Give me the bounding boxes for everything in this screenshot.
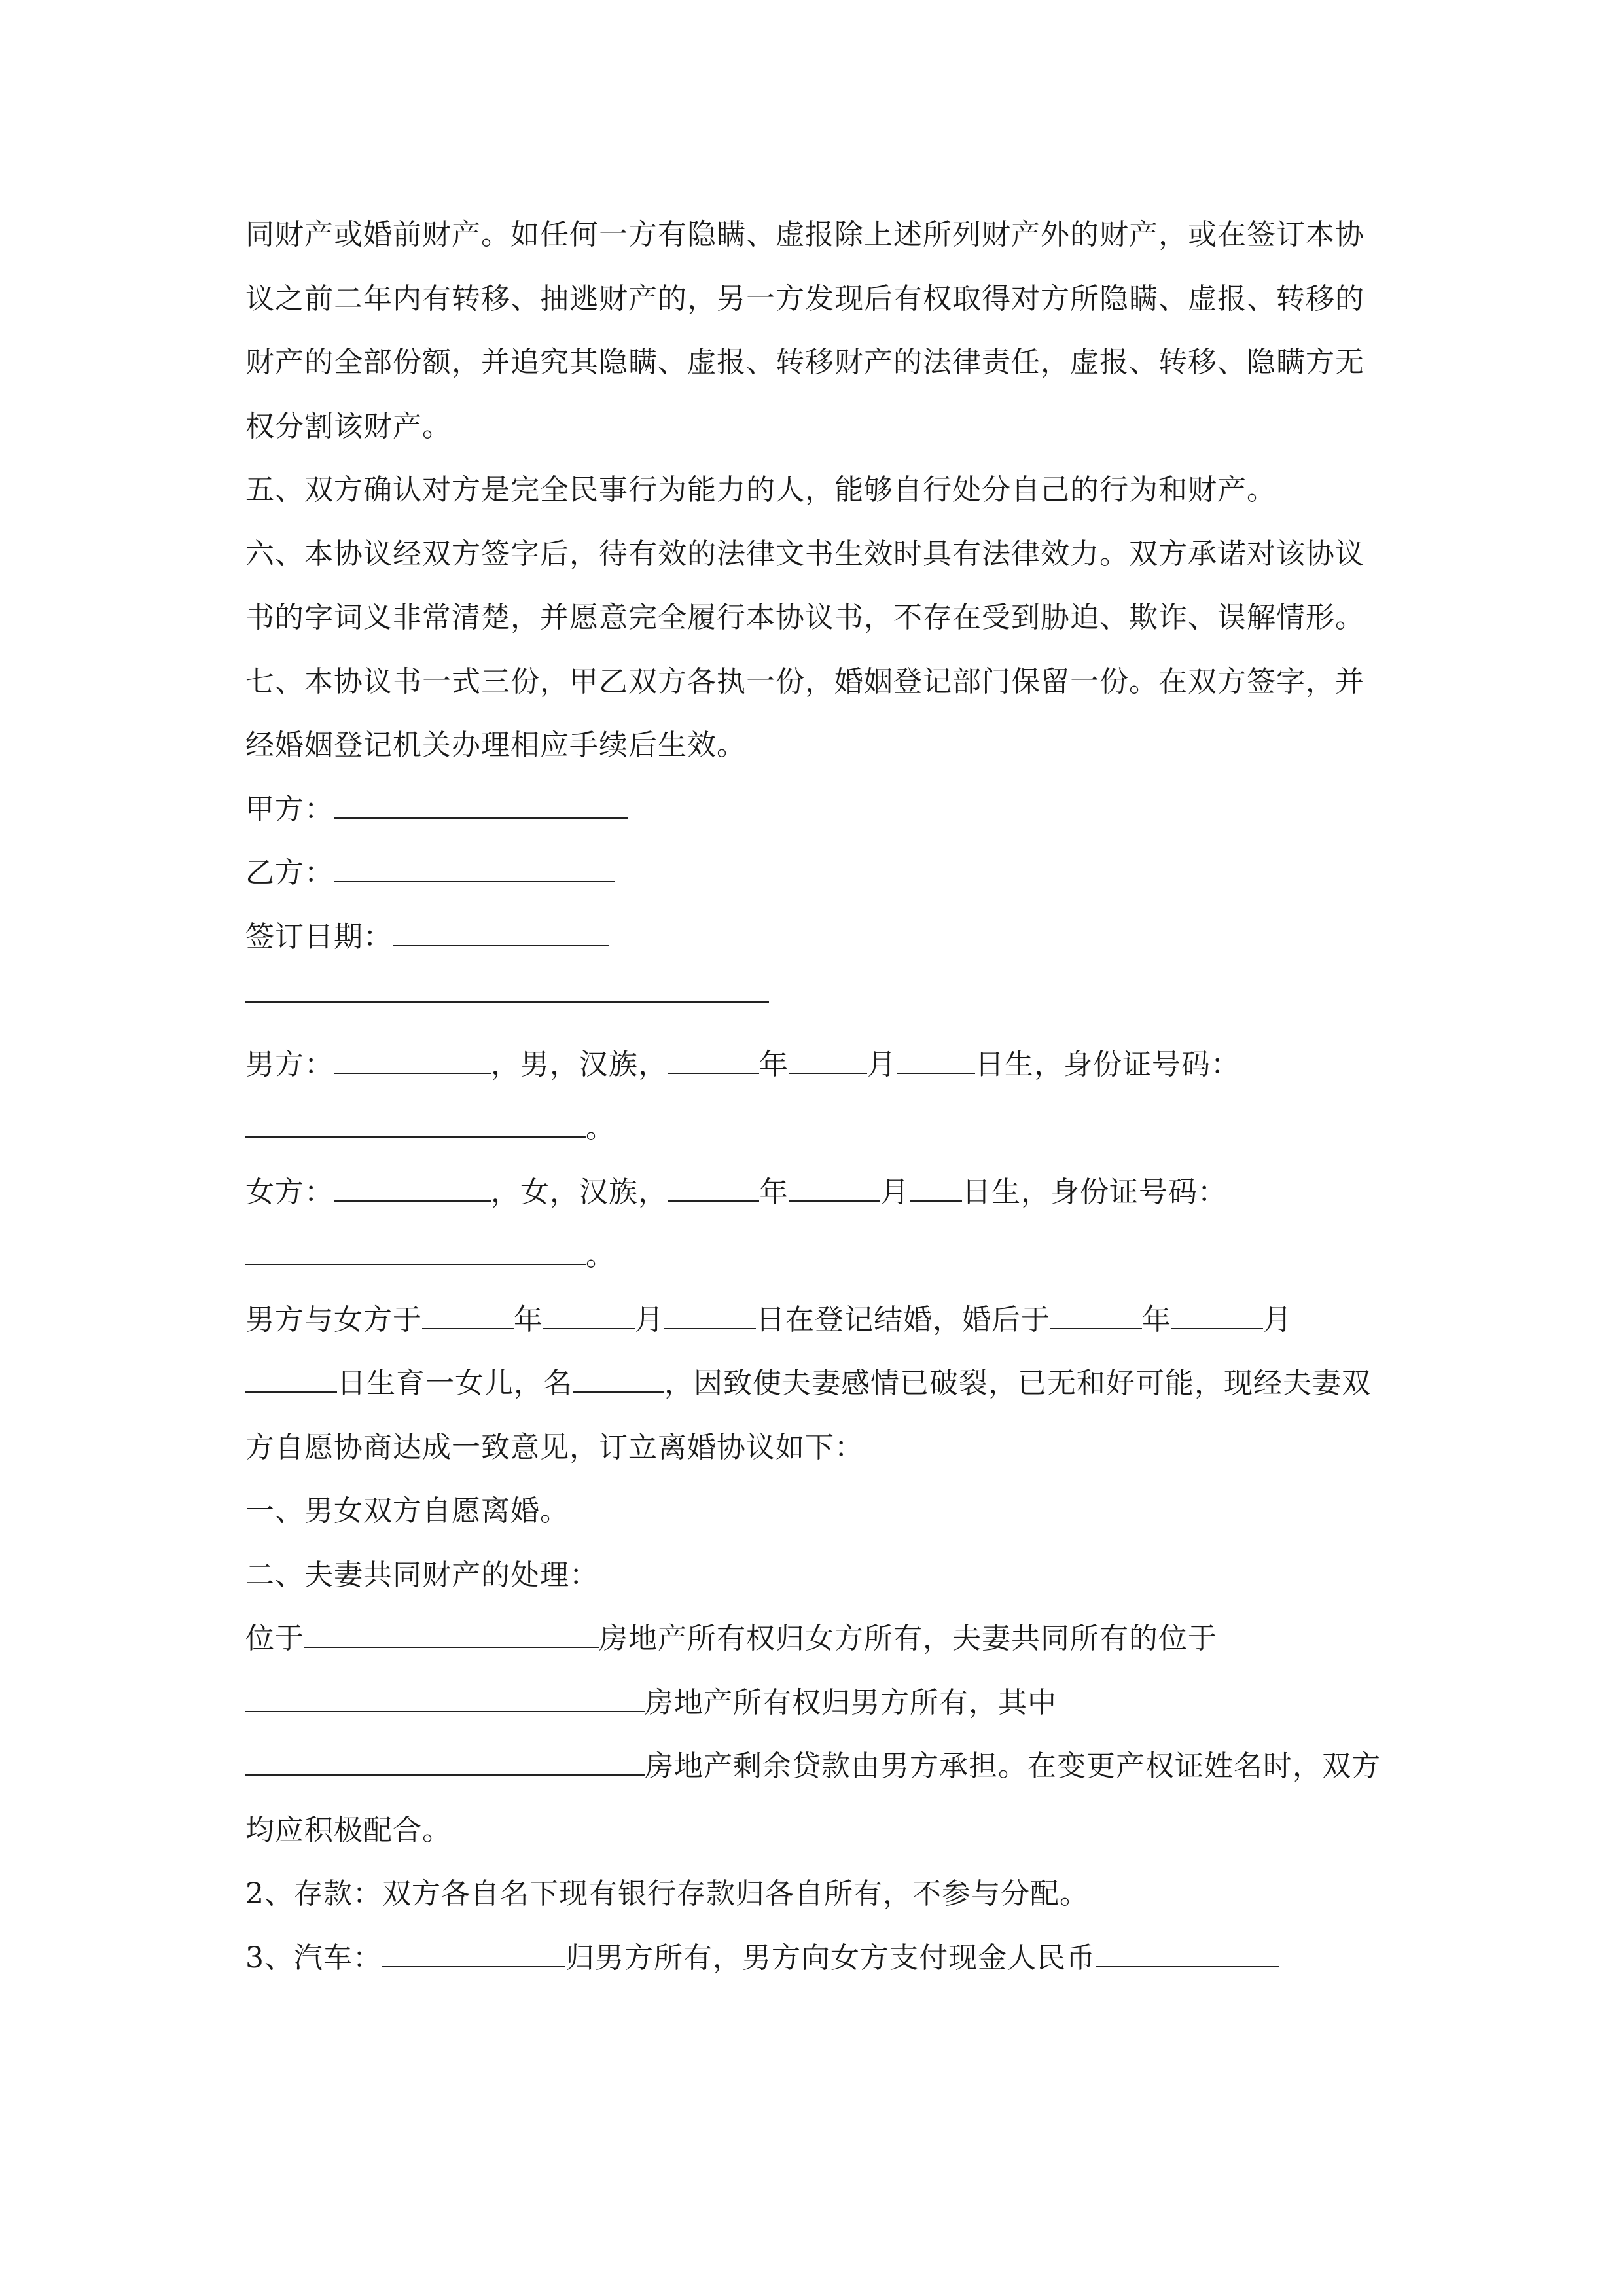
marriage-text-8: ，因致使夫妻感情已破裂，已无和好可能，现经夫妻双方自愿协商达成一致意见，订立离婚协议如下： — [245, 1367, 1371, 1464]
female-sex-ethnicity: ，女，汉族， — [491, 1175, 668, 1209]
car-text-1: 3、汽车： — [245, 1941, 382, 1975]
property-text-4: 房地产剩余贷款由男方承担。在变更产权证姓名时，双方均应积极配合。 — [245, 1749, 1381, 1847]
male-day-id-label: 日生，身份证号码： — [975, 1047, 1240, 1081]
clause-5: 五、双方确认对方是完全民事行为能力的人，能够自行处分自己的行为和财产。 — [245, 473, 1276, 507]
clause-6: 六、本协议经双方签字后，待有效的法律文书生效时具有法律效力。双方承诺对该协议书的字词义非常清楚，并愿意完全履行本协议书，不存在受到胁迫、欺诈、误解情形。 — [245, 537, 1364, 634]
sign-date-blank[interactable] — [393, 944, 609, 946]
marriage-text-4: 日在登记结婚，婚后于 — [756, 1302, 1050, 1336]
marriage-text-2: 年 — [514, 1302, 543, 1336]
female-month-label: 月 — [880, 1175, 910, 1209]
sign-date-label: 签订日期： — [245, 920, 393, 954]
party-b-label: 乙方： — [245, 856, 334, 889]
female-info-line — [245, 1160, 1381, 1225]
party-b-blank[interactable] — [334, 880, 615, 882]
property-text-1: 位于 — [245, 1622, 304, 1655]
female-birth-month-blank[interactable] — [789, 1200, 880, 1202]
property-location-2-blank[interactable] — [245, 1710, 645, 1712]
marriage-month-blank[interactable] — [543, 1327, 635, 1329]
female-birth-year-blank[interactable] — [668, 1200, 759, 1202]
male-end-mark: 。 — [586, 1111, 615, 1145]
car-clause — [245, 1926, 1381, 1990]
female-end-mark: 。 — [586, 1239, 615, 1272]
party-a-signature-line — [245, 778, 1381, 842]
male-month-label: 月 — [867, 1047, 897, 1081]
party-a-label: 甲方： — [245, 792, 334, 826]
property-text-3: 房地产所有权归男方所有，其中 — [645, 1685, 1057, 1719]
male-birth-month-blank[interactable] — [789, 1072, 867, 1074]
marriage-year-blank[interactable] — [422, 1327, 514, 1329]
male-info-line — [245, 1033, 1381, 1097]
female-day-id-label: 日生，身份证号码： — [962, 1175, 1227, 1209]
female-year-label: 年 — [759, 1175, 789, 1209]
property-paragraph — [245, 1607, 1381, 1862]
male-info-left — [245, 1033, 1240, 1097]
horizontal-divider — [245, 1001, 769, 1003]
marriage-text-5: 年 — [1142, 1302, 1171, 1336]
female-birth-day-blank[interactable] — [910, 1200, 962, 1202]
clause-7: 七、本协议书一式三份，甲乙双方各执一份，婚姻登记部门保留一份。在双方签字，并经婚姻登记机关办理相应手续后生效。 — [245, 664, 1364, 762]
marriage-text-7: 日生育一女儿，名 — [337, 1367, 573, 1400]
birth-day-blank[interactable] — [245, 1391, 337, 1393]
car-description-blank[interactable] — [382, 1965, 565, 1967]
male-label: 男方： — [245, 1047, 334, 1081]
party-b-signature-line — [245, 841, 1381, 905]
male-id-line — [245, 1096, 1381, 1160]
document-body — [245, 203, 1381, 1990]
paragraph-property-disclosure: 同财产或婚前财产。如任何一方有隐瞒、虚报除上述所列财产外的财产，或在签订本协议之前二年内有转移、抽逃财产的，另一方发现后有权取得对方所隐瞒、虚报、转移的财产的全部份额，并追究其隐瞒、虚报、转移财产的法律责任，虚报、转移、隐瞒方无权分割该财产。 — [245, 218, 1364, 443]
property-location-3-blank[interactable] — [245, 1774, 645, 1776]
male-sex-ethnicity: ，男，汉族， — [491, 1047, 668, 1081]
male-birth-year-blank[interactable] — [668, 1072, 759, 1074]
item-1: 一、男女双方自愿离婚。 — [245, 1494, 569, 1528]
property-text-2: 房地产所有权归女方所有，夫妻共同所有的位于 — [599, 1622, 1217, 1655]
party-a-blank[interactable] — [334, 817, 628, 819]
marriage-text-1: 男方与女方于 — [245, 1302, 422, 1336]
marriage-text-3: 月 — [635, 1302, 664, 1336]
car-payment-blank[interactable] — [1096, 1965, 1279, 1967]
birth-month-blank[interactable] — [1171, 1327, 1263, 1329]
male-year-label: 年 — [759, 1047, 789, 1081]
marriage-text-6: 月 — [1263, 1302, 1293, 1336]
male-name-blank[interactable] — [334, 1072, 491, 1074]
item-2: 二、夫妻共同财产的处理： — [245, 1558, 599, 1592]
separator-line — [245, 969, 1381, 1033]
female-id-number-blank[interactable] — [245, 1263, 586, 1265]
sign-date-line — [245, 905, 1381, 969]
daughter-name-blank[interactable] — [573, 1391, 664, 1393]
female-id-line — [245, 1224, 1381, 1288]
marriage-day-blank[interactable] — [664, 1327, 756, 1329]
birth-year-blank[interactable] — [1050, 1327, 1142, 1329]
male-id-number-blank[interactable] — [245, 1136, 586, 1138]
deposit-clause: 2、存款：双方各自名下现有银行存款归各自所有，不参与分配。 — [245, 1877, 1089, 1910]
marriage-paragraph — [245, 1288, 1381, 1480]
car-text-2: 归男方所有，男方向女方支付现金人民币 — [565, 1941, 1096, 1975]
female-name-blank[interactable] — [334, 1200, 491, 1202]
property-location-1-blank[interactable] — [304, 1646, 599, 1648]
male-birth-day-blank[interactable] — [897, 1072, 975, 1074]
female-label: 女方： — [245, 1175, 334, 1209]
